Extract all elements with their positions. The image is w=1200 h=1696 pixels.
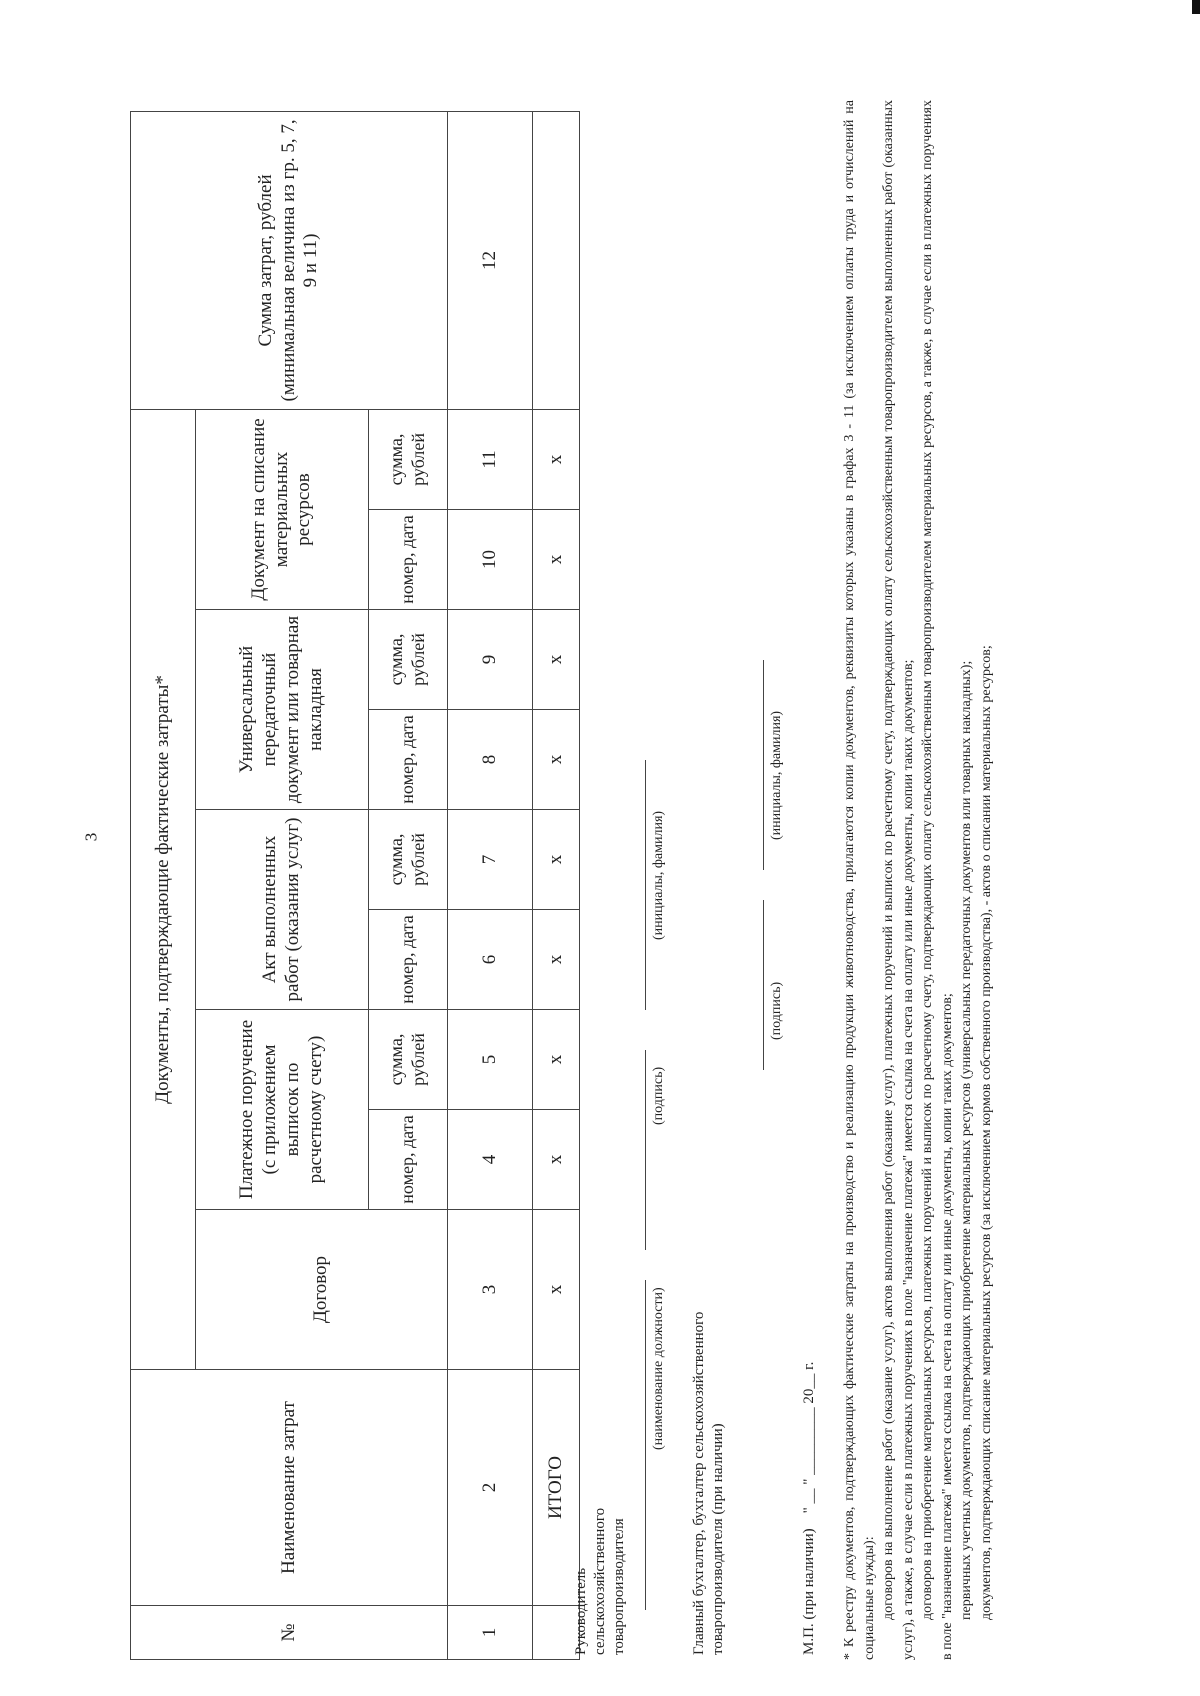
subheader-sum: сумма, рублей	[369, 409, 448, 509]
x-mark: x	[533, 810, 580, 910]
x-mark: x	[533, 510, 580, 610]
page-number: 3	[81, 832, 101, 842]
subheader-number-date: номер, дата	[369, 510, 448, 610]
header-payment-order: Платежное поручение (с приложением выписок по расчетному счету)	[196, 1010, 369, 1210]
stamp-date-line: М.П. (при наличии) " __ " _________ 20__ г.	[801, 1361, 817, 1655]
total-row	[533, 111, 580, 1659]
header-writeoff-document: Документ на списание материальных ресурсов	[196, 409, 369, 609]
acc-name-caption: (инициалы, фамилия)	[769, 710, 784, 840]
subheader-sum: сумма, рублей	[369, 1010, 448, 1110]
footnote-paragraph: договоров на приобретение материальных ресурсов, платежных поручений и выписок по расчетному счету, подтверждающих оплату сельскохозяйственным товаропроизводителем материальных ресурсов, а также, в случае если в платежных поручениях в поле "назначение платежа" имеется ссылка на счета на оплату или иные документы, копии таких документов;	[920, 100, 955, 1660]
acc-name-line	[763, 660, 764, 870]
x-mark: x	[533, 1110, 580, 1210]
total-sum-cell	[533, 111, 580, 409]
footnote	[840, 100, 996, 1660]
name-line	[645, 760, 646, 1010]
column-number: 8	[448, 710, 533, 810]
header-cost-name: Наименование затрат	[131, 1370, 448, 1606]
header-total-sum: Сумма затрат, рублей (минимальная величина из гр. 5, 7, 9 и 11)	[131, 111, 448, 409]
acc-signature-line	[763, 900, 764, 1070]
column-number: 10	[448, 510, 533, 610]
header-work-act: Акт выполненных работ (оказания услуг)	[196, 810, 369, 1010]
position-caption: (наименование должности)	[651, 1287, 666, 1450]
signature-caption: (подпись)	[651, 1066, 666, 1125]
x-mark: x	[533, 409, 580, 509]
column-number: 3	[448, 1210, 533, 1370]
header-transfer-document: Универсальный передаточный документ или товарная накладная	[196, 610, 369, 810]
header-number: №	[131, 1606, 448, 1660]
x-mark: x	[533, 910, 580, 1010]
subheader-number-date: номер, дата	[369, 710, 448, 810]
column-number: 1	[448, 1606, 533, 1660]
name-caption: (инициалы, фамилия)	[651, 810, 666, 940]
footnote-paragraph: договоров на выполнение работ (оказание услуг), актов выполнения работ (оказание услуг), платежных поручений и выписок по расчетному счету, подтверждающих оплату сельскохозяйственным товаропроизводителем выполненных работ (оказанных услуг), а также, в случае если в платежных поручениях в поле "назначение платежа" имеется ссылка на счета на оплату или иные документы, копии таких документов;	[881, 100, 916, 1660]
signature-line	[645, 1050, 646, 1250]
x-mark: x	[533, 1010, 580, 1110]
header-row-1	[131, 111, 196, 1659]
subheader-sum: сумма, рублей	[369, 810, 448, 910]
column-number: 2	[448, 1370, 533, 1606]
accountant-label: Главный бухгалтер, бухгалтер сельскохозяйственного товаропроизводителя (при наличии)	[691, 1311, 726, 1655]
x-mark: x	[533, 1210, 580, 1370]
subheader-number-date: номер, дата	[369, 1110, 448, 1210]
footnote-paragraph: первичных учетных документов, подтверждающих приобретение материальных ресурсов (универсальных передаточных документов или товарных накладных);	[959, 660, 974, 1620]
expenses-table	[130, 111, 580, 1660]
subheader-number-date: номер, дата	[369, 910, 448, 1010]
position-line	[645, 1280, 646, 1610]
column-number: 7	[448, 810, 533, 910]
head-label: Руководитель сельскохозяйственного товаропроизводителя	[573, 1507, 627, 1655]
footnote-intro: * К реестру документов, подтверждающих фактические затраты на производство и реализацию продукции животноводства, прилагаются копии документов, реквизиты которых указаны в графах 3 - 11 (за исключением оплаты труда и отчислений на социальные нужды):	[842, 100, 877, 1660]
subheader-sum: сумма, рублей	[369, 610, 448, 710]
column-number: 6	[448, 910, 533, 1010]
column-number: 12	[448, 111, 533, 409]
scan-edge-mark	[1192, 0, 1200, 14]
acc-signature-caption: (подпись)	[769, 981, 784, 1040]
footnote-paragraph: документов, подтверждающих списание материальных ресурсов (за исключением кормов собственного производства), - актов о списании материальных ресурсов;	[978, 645, 994, 1620]
total-label: ИТОГО	[533, 1370, 580, 1606]
header-contract: Договор	[196, 1210, 448, 1370]
column-number: 11	[448, 409, 533, 509]
column-number: 5	[448, 1010, 533, 1110]
rotated-page-content	[95, 80, 995, 1660]
column-number: 4	[448, 1110, 533, 1210]
column-number-row	[448, 111, 533, 1659]
header-documents: Документы, подтверждающие фактические затраты*	[131, 409, 196, 1369]
x-mark: x	[533, 610, 580, 710]
column-number: 9	[448, 610, 533, 710]
x-mark: x	[533, 710, 580, 810]
